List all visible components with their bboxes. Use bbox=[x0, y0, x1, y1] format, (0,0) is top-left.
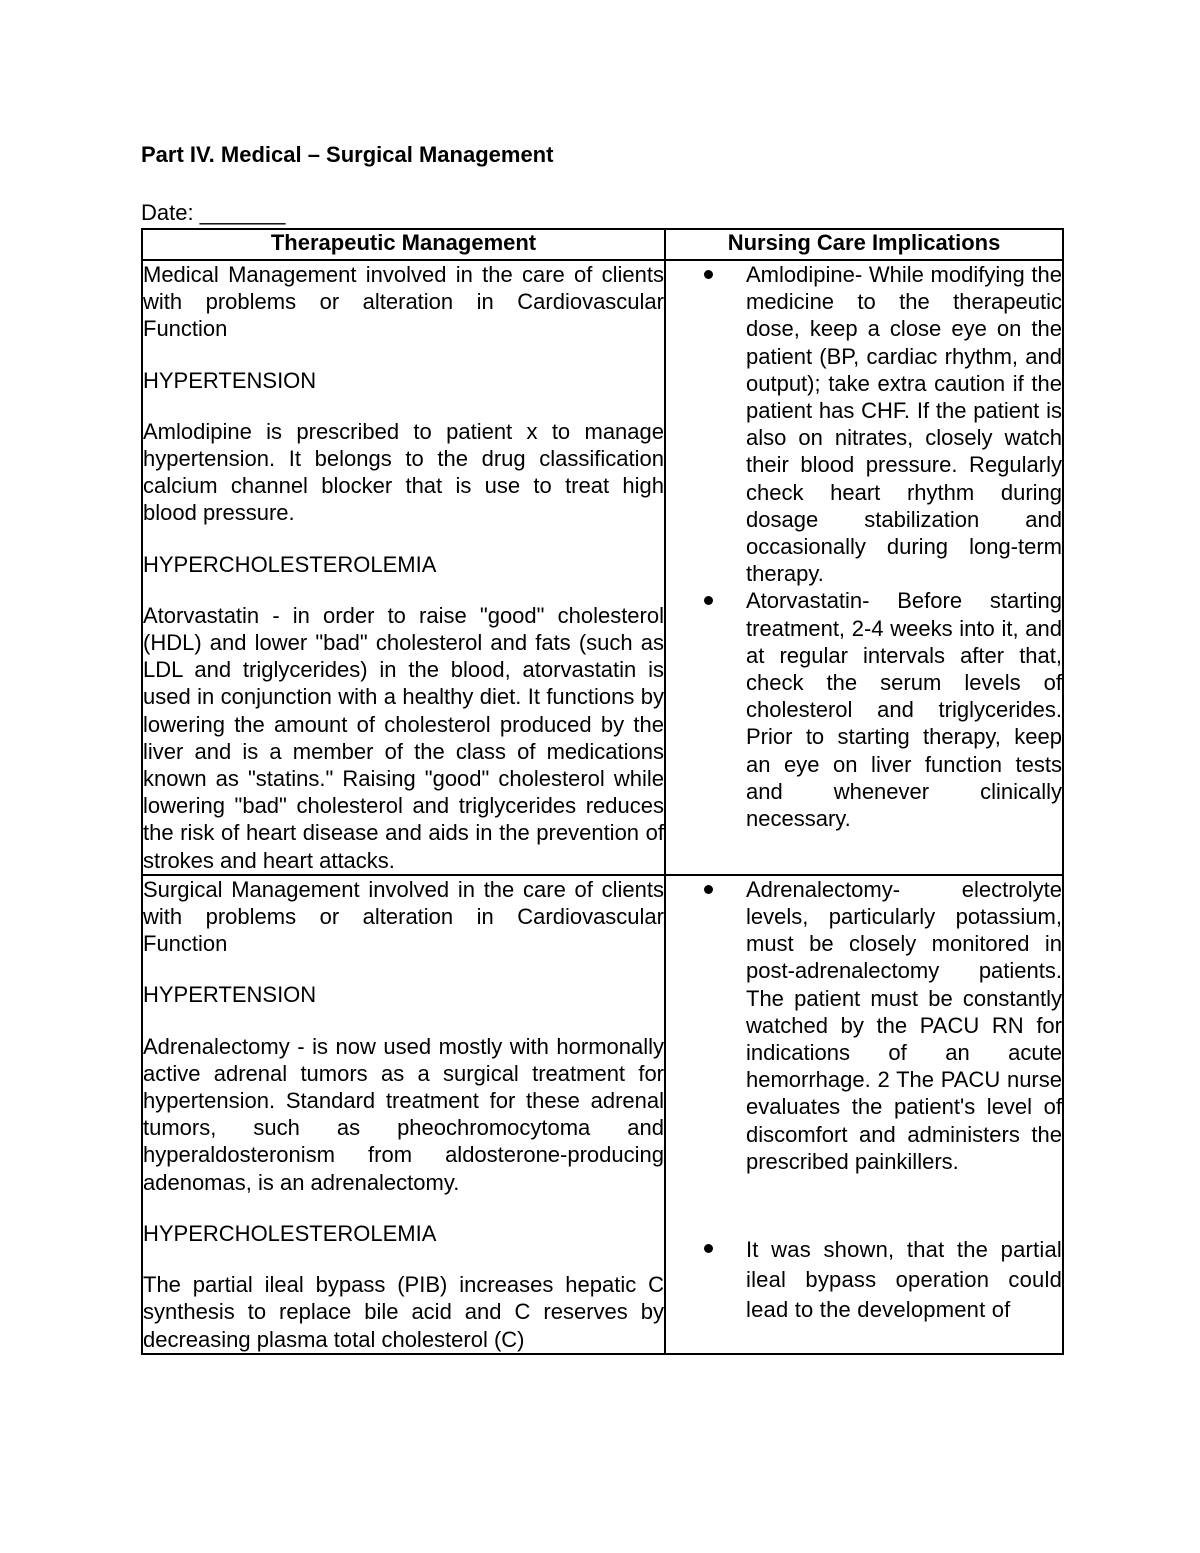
therapeutic-cell-medical bbox=[142, 260, 665, 875]
condition-heading: HYPERTENSION bbox=[143, 367, 317, 393]
treatment-paragraph: Atorvastatin - in order to raise "good" cholesterol (HDL) and lower "bad" cholesterol and fats (such as LDL and triglycerides) in the blood, atorvastatin is used in conjunction with a healthy diet. It functions by lowering the amount of cholesterol produced by the liver and is a member of the class of medications known as "statins." Raising "good" cholesterol while lowering "bad" cholesterol and triglycerides reduces the risk of heart disease and aids in the prevention of strokes and heart attacks. bbox=[143, 602, 664, 873]
table-header-row bbox=[142, 229, 1063, 260]
condition-heading: HYPERCHOLESTEROLEMIA bbox=[143, 1220, 437, 1246]
list-item bbox=[666, 1235, 1062, 1325]
bullet-icon bbox=[704, 885, 713, 894]
nursing-cell-medical bbox=[665, 260, 1063, 875]
cell-intro: Surgical Management involved in the care of clients with problems or alteration in Cardiovascular Function bbox=[143, 876, 664, 957]
bullet-icon bbox=[704, 270, 713, 279]
table-row-surgical bbox=[142, 875, 1063, 1354]
bullet-text: Atorvastatin- Before starting treatment, 2-4 weeks into it, and at regular intervals after that, check the serum levels of cholesterol and triglycerides. Prior to starting therapy, keep an eye on liver function tests and whenever clinically necessary. bbox=[746, 588, 1062, 832]
list-item bbox=[666, 587, 1062, 832]
page-title: Part IV. Medical – Surgical Management bbox=[141, 142, 554, 167]
header-nursing-care-implications: Nursing Care Implications bbox=[665, 229, 1063, 260]
bullet-icon bbox=[704, 596, 713, 605]
list-item bbox=[666, 261, 1062, 587]
management-table bbox=[141, 228, 1064, 1355]
nursing-bullet-list bbox=[666, 876, 1062, 1325]
cell-intro: Medical Management involved in the care of clients with problems or alteration in Cardiovascular Function bbox=[143, 262, 664, 342]
treatment-paragraph: Amlodipine is prescribed to patient x to manage hypertension. It belongs to the drug classification calcium channel blocker that is use to treat high blood pressure. bbox=[143, 418, 664, 526]
bullet-text: Amlodipine- While modifying the medicine to the therapeutic dose, keep a close eye on the patient (BP, cardiac rhythm, and output); take extra caution if the patient has CHF. If the patient is also on nitrates, closely watch their blood pressure. Regularly check heart rhythm during dosage stabilization and occasionally during long-term therapy. bbox=[746, 262, 1062, 587]
nursing-cell-surgical bbox=[665, 875, 1063, 1354]
bullet-text: Adrenalectomy- electrolyte levels, particularly potassium, must be closely monitored in post-adrenalectomy patients. The patient must be constantly watched by the PACU RN for indications of an acute hemorrhage. 2 The PACU nurse evaluates the patient's level of discomfort and administers the prescribed painkillers. bbox=[746, 876, 1062, 1174]
list-item bbox=[666, 876, 1062, 1175]
nursing-bullet-list bbox=[666, 261, 1062, 832]
treatment-paragraph: Adrenalectomy - is now used mostly with hormonally active adrenal tumors as a surgical treatment for hypertension. Standard treatment for these adrenal tumors, such as pheochromocytoma and hyperaldosteronism from aldosterone-producing adenomas, is an adrenalectomy. bbox=[143, 1033, 664, 1195]
condition-heading: HYPERCHOLESTEROLEMIA bbox=[143, 551, 437, 577]
date-field-label: Date: _______ bbox=[141, 200, 286, 225]
bullet-icon bbox=[704, 1244, 713, 1253]
condition-heading: HYPERTENSION bbox=[143, 982, 317, 1008]
treatment-paragraph: The partial ileal bypass (PIB) increases hepatic C synthesis to replace bile acid and C reserves by decreasing plasma total cholesterol (C) bbox=[143, 1272, 664, 1352]
therapeutic-cell-surgical bbox=[142, 875, 665, 1354]
table-row-medical bbox=[142, 260, 1063, 875]
bullet-text: It was shown, that the partial ileal bypass operation could lead to the development of bbox=[746, 1237, 1062, 1323]
header-therapeutic-management: Therapeutic Management bbox=[142, 229, 665, 260]
